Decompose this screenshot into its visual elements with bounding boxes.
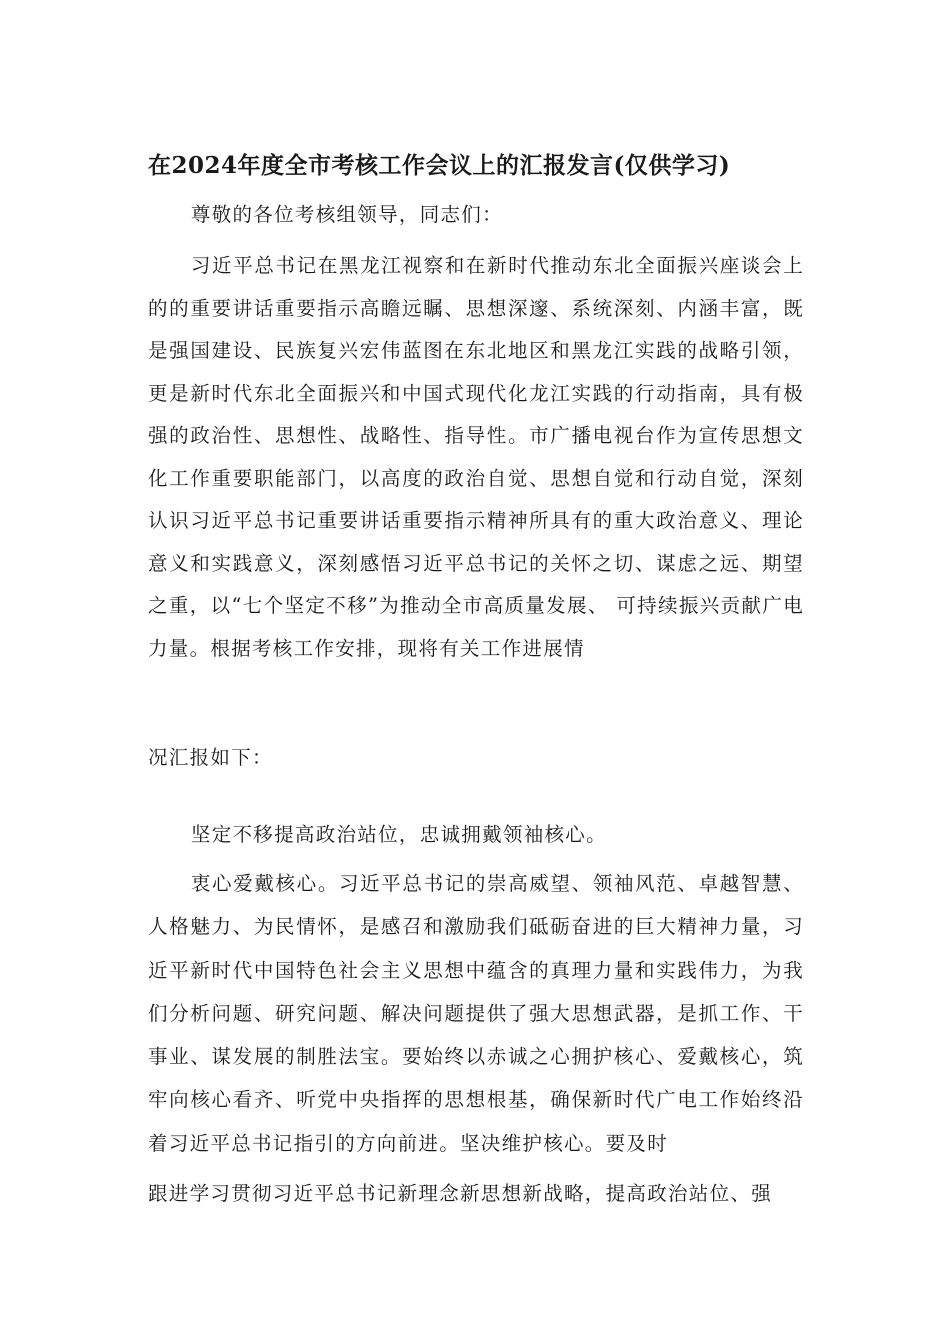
document-title: 在2024年度全市考核工作会议上的汇报发言(仅供学习)	[148, 152, 731, 179]
paragraph-intro: 习近平总书记在黑龙江视察和在新时代推动东北全面振兴座谈会上的的重要讲话重要指示高瞻远瞩、思想深邃、系统深刻、内涵丰富，既是强国建设、民族复兴宏伟蓝图在东北地区和黑龙江实践的战略引领，更是新时代东北全面振兴和中国式现代化龙江实践的行动指南，具有极强的政治性、思想性、战略性、指导性。市广播电视台作为宣传思想文化工作重要职能部门，以高度的政治自觉、思想自觉和行动自觉，深刻认识习近平总书记重要讲话重要指示精神所具有的重大政治意义、理论意义和实践意义，深刻感悟习近平总书记的关怀之切、谋虑之远、期望之重，以“七个坚定不移”为推动全市高质量发展、 可持续振兴贡献广电力量。根据考核工作安排，现将有关工作进展情	[148, 254, 804, 660]
paragraph-intro-tail: 况汇报如下：	[148, 746, 273, 769]
paragraph-continuation: 跟进学习贯彻习近平总书记新理念新思想新战略，提高政治站位、强	[148, 1182, 773, 1205]
section-heading: 坚定不移提高政治站位，忠诚拥戴领袖核心。	[190, 823, 607, 846]
salutation: 尊敬的各位考核组领导，同志们：	[190, 203, 503, 226]
paragraph-body: 衷心爱戴核心。习近平总书记的崇高威望、领袖风范、卓越智慧、人格魅力、为民情怀，是感召和激励我们砥砺奋进的巨大精神力量，习近平新时代中国特色社会主义思想中蕴含的真理力量和实践伟力，为我们分析问题、研究问题、解决问题提供了强大思想武器，是抓工作、干事业、谋发展的制胜法宝。要始终以赤诚之心拥护核心、爱戴核心，筑牢向核心看齐、听党中央指挥的思想根基，确保新时代广电工作始终沿着习近平总书记指引的方向前进。坚决维护核心。要及时	[148, 872, 804, 1155]
